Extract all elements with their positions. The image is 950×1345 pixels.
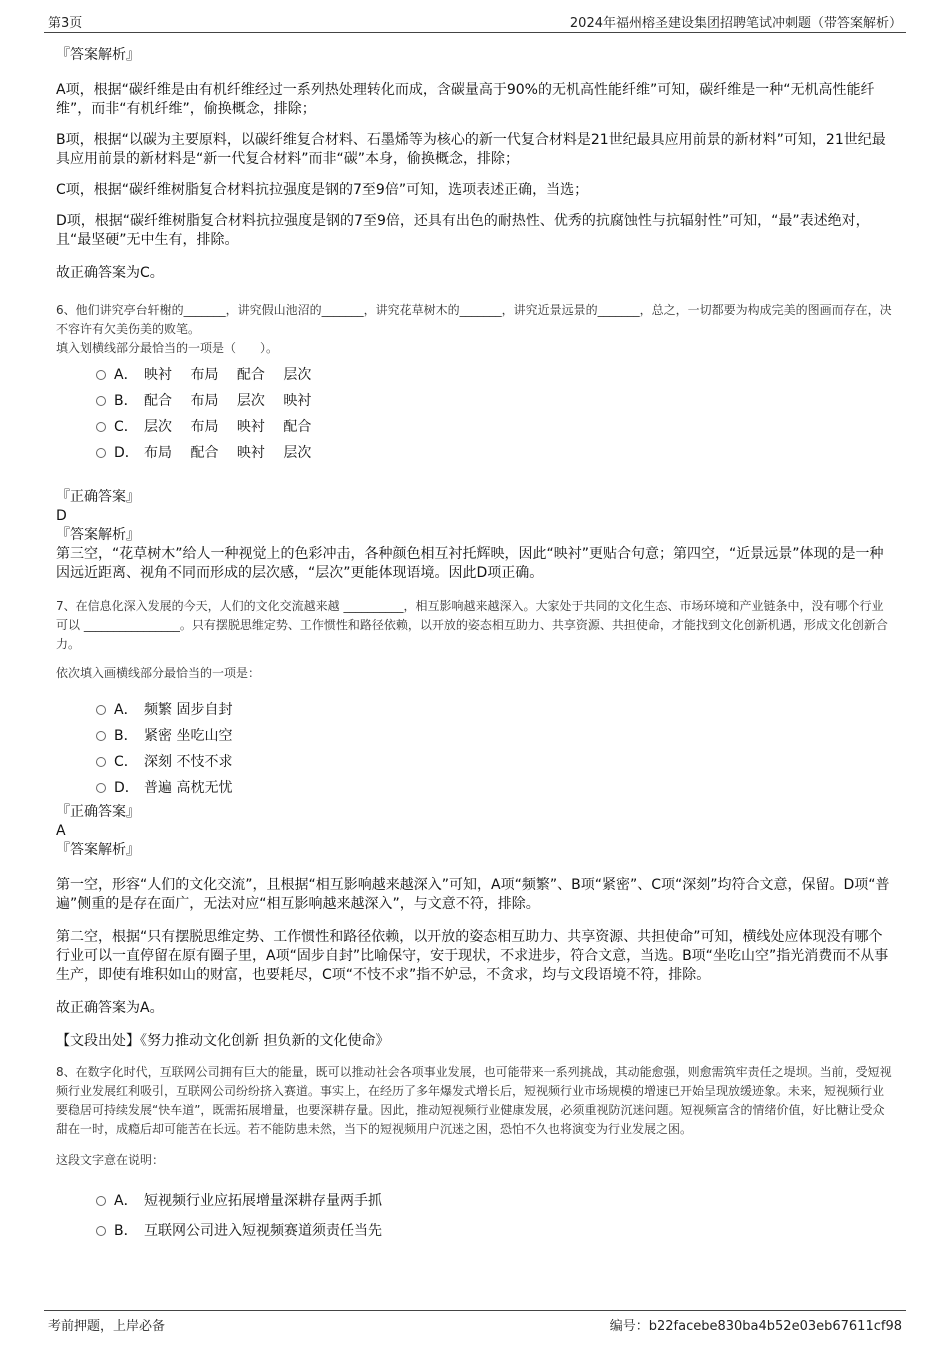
q7-answer-label: 『正确答案』 [56, 804, 140, 820]
radio-icon[interactable] [96, 757, 106, 767]
q7-option-b[interactable]: B． 紧密 坐吃山空 [96, 723, 892, 749]
radio-icon[interactable] [96, 705, 106, 715]
q8-prompt: 这段文字意在说明： [56, 1153, 165, 1167]
q7-analysis-2: 第二空，根据“只有摆脱思维定势、工作惯性和路径依赖，以开放的姿态相互助力、共享资源、共担使命”可知，横线处应体现没有哪个行业可以一直停留在原有圈子里，A项“固步自封”比喻保守，安于现状，不求进步，符合文意，当选。B项“坐吃山空”指光消费而不从事生产，即使有堆积如山的财富，也要耗尽，C项“不忮不求”指不妒忌，不贪求，均与文段语境不符，排除。 [56, 929, 889, 983]
q5-analysis [56, 46, 892, 283]
q6-option-c[interactable]: C． 层次 布局 映衬 配合 [96, 414, 892, 440]
footer-code-value: b22facebe830ba4b52e03eb67611cf98 [648, 1319, 902, 1334]
q7-option-c[interactable]: C． 深刻 不忮不求 [96, 749, 892, 775]
q6-option-d[interactable]: D． 布局 配合 映衬 层次 [96, 440, 892, 466]
q6-analysis: 第三空，“花草树木”给人一种视觉上的色彩冲击，各种颜色相互衬托辉映，因此“映衬”更贴合句意；第四空，“近景远景”体现的是一种因远近距离、视角不同而形成的层次感，“层次”更能体现语境。因此D项正确。 [56, 546, 884, 581]
page-footer [44, 1310, 906, 1335]
q5-conclusion: 故正确答案为C。 [56, 265, 164, 281]
q7-option-d[interactable]: D． 普遍 高枕无忧 [96, 775, 892, 801]
document-content [56, 44, 892, 1242]
q5-analysis-b: B项，根据“以碳为主要原料，以碳纤维复合材料、石墨烯等为核心的新一代复合材料是21世纪最具应用前景的新材料”可知，21世纪最具应用前景的新材料是“新一代复合材料”而非“碳”本身，偷换概念，排除； [56, 132, 886, 167]
footer-slogan: 考前押题，上岸必备 [48, 1319, 166, 1334]
question-7 [56, 597, 892, 1051]
radio-icon[interactable] [96, 422, 106, 432]
question-8 [56, 1063, 892, 1242]
q7-source: 【文段出处】《努力推动文化创新 担负新的文化使命》 [56, 1033, 390, 1049]
q7-prompt: 依次填入画横线部分最恰当的一项是： [56, 666, 261, 680]
radio-icon[interactable] [96, 783, 106, 793]
q8-option-a[interactable]: A． 短视频行业应拓展增量深耕存量两手抓 [96, 1184, 892, 1218]
q6-option-a[interactable]: A． 映衬 布局 配合 层次 [96, 362, 892, 388]
q6-analysis-label: 『答案解析』 [56, 527, 140, 543]
q6-option-b[interactable]: B． 配合 布局 层次 映衬 [96, 388, 892, 414]
page-header [44, 10, 906, 33]
q7-analysis-label: 『答案解析』 [56, 842, 140, 858]
q7-stem: 7、在信息化深入发展的今天，人们的文化交流越来越 __________，相互影响越来越深入。大家处于共同的文化生态、市场环境和产业链条中，没有哪个行业可以 ________________。只有摆脱思维定势、工作惯性和路径依赖，以开放的姿态相互助力、共享资源、共担使命，才能找到文化创新机遇，形成文化创新合力。 [56, 599, 888, 651]
q6-options [96, 362, 892, 466]
q7-option-a[interactable]: A． 频繁 固步自封 [96, 697, 892, 723]
q5-analysis-a: A项，根据“碳纤维是由有机纤维经过一系列热处理转化而成，含碳量高于90%的无机高性能纤维”可知，碳纤维是一种“无机高性能纤维”，而非“有机纤维”，偷换概念，排除； [56, 82, 875, 117]
q6-prompt: 填入划横线部分最恰当的一项是（ ）。 [56, 341, 279, 355]
radio-icon[interactable] [96, 731, 106, 741]
q5-analysis-label: 『答案解析』 [56, 47, 140, 63]
q8-stem: 8、在数字化时代，互联网公司拥有巨大的能量，既可以推动社会各项事业发展，也可能带来一系列挑战，其动能愈强，则愈需筑牢责任之堤坝。当前，受短视频行业发展红利吸引，互联网公司纷纷挤入赛道。事实上，在经历了多年爆发式增长后，短视频行业市场规模的增速已开始呈现放缓迹象。未来，短视频行业要稳居可持续发展“快车道”，既需拓展增量，也要深耕存量。因此，推动短视频行业健康发展，必须重视防沉迷问题。短视频富含的情绪价值，好比糖让受众甜在一时，成瘾后却可能苦在长远。若不能防患未然，当下的短视频用户沉迷之困，恐怕不久也将演变为行业发展之困。 [56, 1065, 892, 1136]
q5-analysis-c: C项，根据“碳纤维树脂复合材料抗拉强度是钢的7至9倍”可知，选项表述正确，当选； [56, 182, 589, 198]
q5-analysis-d: D项，根据“碳纤维树脂复合材料抗拉强度是钢的7至9倍，还具有出色的耐热性、优秀的抗腐蚀性与抗辐射性”可知，“最”表述绝对，且“最坚硬”无中生有，排除。 [56, 213, 870, 248]
radio-icon[interactable] [96, 448, 106, 458]
q7-conclusion: 故正确答案为A。 [56, 1000, 164, 1016]
footer-code-label: 编号： [609, 1319, 649, 1334]
radio-icon[interactable] [96, 396, 106, 406]
question-6 [56, 301, 892, 583]
radio-icon[interactable] [96, 370, 106, 380]
q7-options [96, 697, 892, 801]
document-title: 2024年福州榕圣建设集团招聘笔试冲刺题（带答案解析） [569, 16, 902, 31]
q7-analysis-1: 第一空，形容“人们的文化交流”，且根据“相互影响越来越深入”可知，A项“频繁”、B项“紧密”、C项“深刻”均符合文意，保留。D项“普遍”侧重的是存在面广，无法对应“相互影响越来越深入”，与文意不符，排除。 [56, 877, 890, 912]
footer-code [610, 1315, 902, 1334]
q8-options [96, 1184, 892, 1242]
page-number: 第3页 [48, 16, 83, 31]
q6-answer-label: 『正确答案』 [56, 489, 140, 505]
q7-answer: A [56, 823, 66, 839]
q6-stem: 6、他们讲究亭台轩榭的_______，讲究假山池沼的_______，讲究花草树木的_______，讲究近景远景的_______，总之，一切都要为构成完美的图画而存在，决不容许有欠美伤美的败笔。 [56, 303, 892, 336]
q8-option-b[interactable]: B． 互联网公司进入短视频赛道须责任当先 [96, 1220, 892, 1242]
q6-answer: D [56, 508, 67, 524]
radio-icon[interactable] [96, 1226, 106, 1236]
radio-icon[interactable] [96, 1196, 106, 1206]
